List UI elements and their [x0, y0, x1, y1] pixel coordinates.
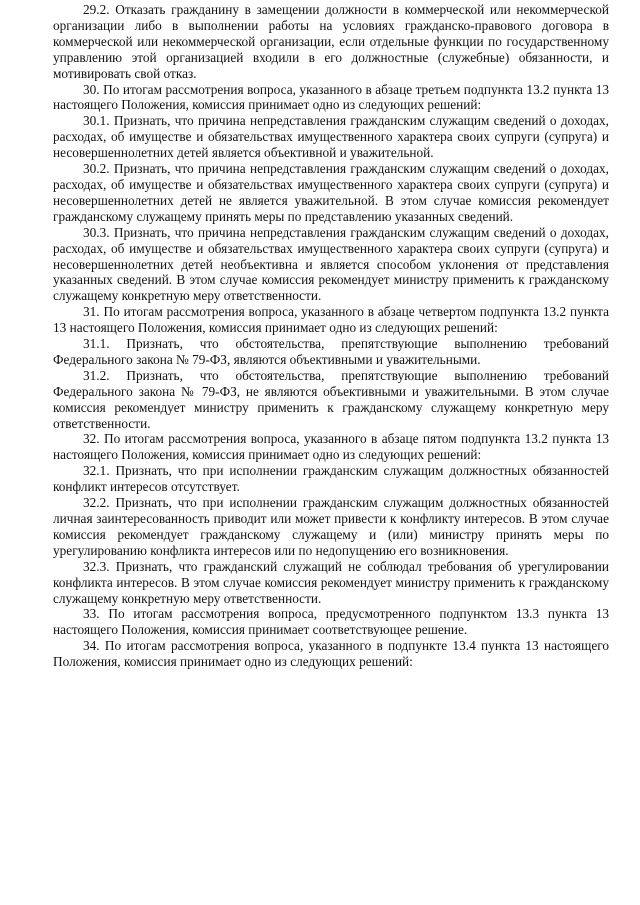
paragraph-29-2: 29.2. Отказать гражданину в замещении должности в коммерческой или некоммерческой организации либо в выполнении работы на условиях гражданско-правового договора в коммерческой или некоммерческой организации, если отдельные функции по государственному управлению этой организацией входили в его должностные (служебные) обязанности, и мотивировать свой отказ. [53, 2, 609, 81]
paragraph-31: 31. По итогам рассмотрения вопроса, указанного в абзаце четвертом подпункта 13.2 пункта 13 настоящего Положения, комиссия принимает одно из следующих решений: [53, 304, 609, 336]
paragraph-31-1: 31.1. Признать, что обстоятельства, препятствующие выполнению требований Федерального закона № 79-ФЗ, являются объективными и уважительными. [53, 336, 609, 367]
document-page [53, 2, 609, 670]
paragraph-30-2: 30.2. Признать, что причина непредставления гражданским служащим сведений о доходах, расходах, об имуществе и обязательствах имущественного характера своих супруги (супруга) и несовершеннолетних детей не является уважительной. В этом случае комиссия рекомендует гражданскому служащему принять меры по представлению указанных сведений. [53, 161, 609, 224]
paragraph-30-1: 30.1. Признать, что причина непредставления гражданским служащим сведений о доходах, расходах, об имуществе и обязательствах имущественного характера своих супруги (супруга) и несовершеннолетних детей является объективной и уважительной. [53, 113, 609, 161]
paragraph-32-3: 32.3. Признать, что гражданский служащий не соблюдал требования об урегулировании конфликта интересов. В этом случае комиссия рекомендует министру применить к гражданскому служащему конкретную меру ответственности. [53, 558, 609, 606]
paragraph-32-2: 32.2. Признать, что при исполнении гражданским служащим должностных обязанностей личная заинтересованность приводит или может привести к конфликту интересов. В этом случае комиссия рекомендует гражданскому служащему и (или) министру принять меры по урегулированию конфликта интересов или по недопущению его возникновения. [53, 495, 609, 558]
paragraph-30-3: 30.3. Признать, что причина непредставления гражданским служащим сведений о доходах, расходах, об имуществе и обязательствах имущественного характера своих супруги (супруга) и несовершеннолетних детей необъективна и является способом уклонения от представления указанных сведений. В этом случае комиссия рекомендует министру применить к гражданскому служащему конкретную меру ответственности. [53, 224, 609, 304]
paragraph-33: 33. По итогам рассмотрения вопроса, предусмотренного подпунктом 13.3 пункта 13 настоящего Положения, комиссия принимает соответствующее решение. [53, 606, 609, 638]
paragraph-32: 32. По итогам рассмотрения вопроса, указанного в абзаце пятом подпункта 13.2 пункта 13 настоящего Положения, комиссия принимает одно из следующих решений: [53, 431, 609, 463]
paragraph-34: 34. По итогам рассмотрения вопроса, указанного в подпункте 13.4 пункта 13 настоящего Положения, комиссия принимает одно из следующих решений: [53, 638, 609, 670]
paragraph-31-2: 31.2. Признать, что обстоятельства, препятствующие выполнению требований Федерального закона № 79-ФЗ, не являются объективными и уважительными. В этом случае комиссия рекомендует министру применить к гражданскому служащему конкретную меру ответственности. [53, 367, 609, 431]
paragraph-30: 30. По итогам рассмотрения вопроса, указанного в абзаце третьем подпункта 13.2 пункта 13 настоящего Положения, комиссия принимает одно из следующих решений: [53, 81, 609, 113]
paragraph-32-1: 32.1. Признать, что при исполнении гражданским служащим должностных обязанностей конфликт интересов отсутствует. [53, 463, 609, 495]
